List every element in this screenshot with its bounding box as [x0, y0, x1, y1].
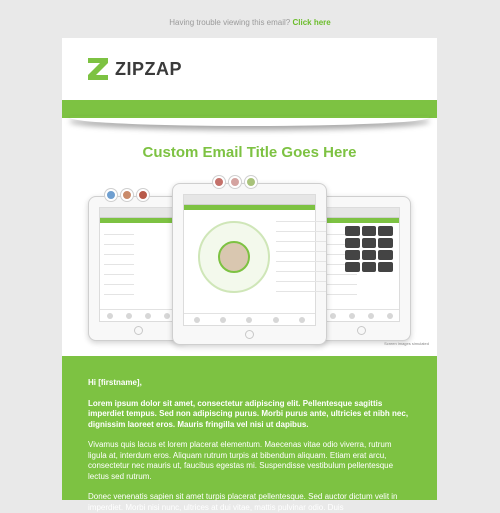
- preheader-text: Having trouble viewing this email?: [169, 18, 291, 27]
- preheader: [0, 18, 500, 27]
- greeting: Hi [firstname],: [88, 378, 142, 387]
- image-caption: Screen images simulated: [384, 341, 429, 346]
- band-shadow: [70, 116, 429, 126]
- paragraph-intro: Lorem ipsum dolor sit amet, consectetur adipiscing elit. Pellentesque sagittis imperdiet tempus. Sed non adipiscing purus. Morbi purus ante, ultricies et nibh nec, dignissim laoreet eros. Mauris fringilla vel nisi ut dapibus.: [88, 398, 409, 429]
- z-logo-icon: [88, 58, 108, 80]
- paragraph-body: Vivamus quis lacus et lorem placerat elementum. Maecenas vitae odio viverra, rutrum ligula at, interdum eros. Aliquam rutrum turpis at bibendum aliquam. Etiam erat arcu, consectetur nec mauris ut, faucibus egestas mi. Suspendisse vestibulum pellentesque lectus sed rutrum.: [88, 440, 394, 481]
- left-tablet-screen: [99, 207, 177, 322]
- center-tablet-screen: [183, 194, 316, 326]
- hero-image: [62, 178, 437, 348]
- brand-logo[interactable]: [88, 58, 182, 80]
- view-in-browser-link[interactable]: Click here: [292, 18, 331, 27]
- paragraph-body-2: Donec venenatis sapien sit amet turpis placerat pellentesque. Sed auctor dictum velit in imperdiet. Morbi nisi nunc, ultrices at dui vitae, mattis pulvinar odio. Duis: [88, 492, 398, 512]
- brand-name: ZIPZAP: [115, 58, 183, 79]
- center-tablet: [172, 183, 327, 345]
- right-tablet-screen: [322, 207, 400, 322]
- email-body: [62, 356, 437, 512]
- email-title: Custom Email Title Goes Here: [142, 144, 357, 161]
- email-card: [62, 38, 437, 512]
